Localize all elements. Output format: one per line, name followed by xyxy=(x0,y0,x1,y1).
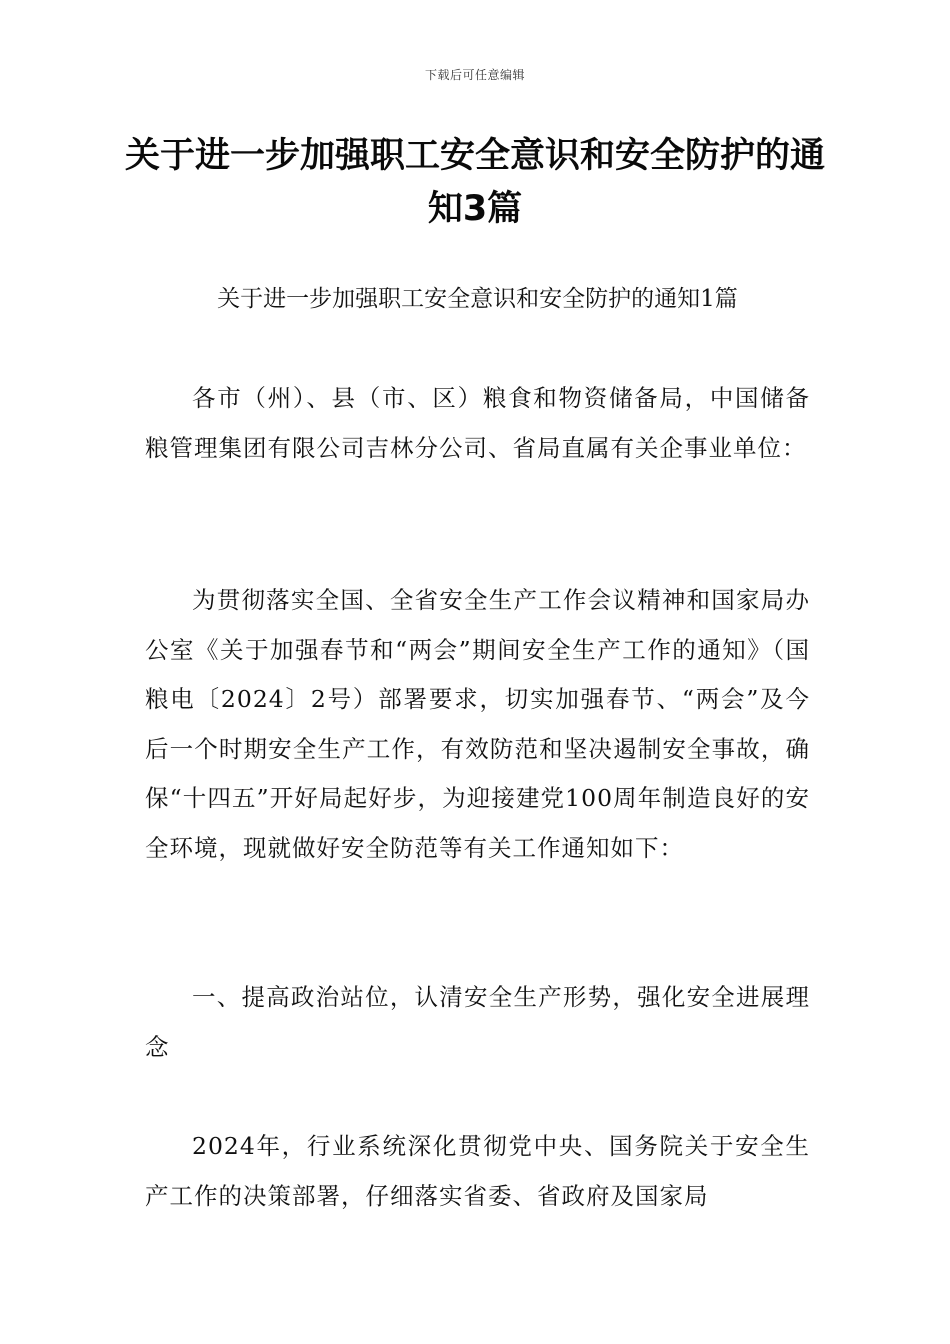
paragraph-purpose: 为贯彻落实全国、全省安全生产工作会议精神和国家局办公室《关于加强春节和“两会”期间安全生产工作的通知》（国粮电〔2024〕2号）部署要求，切实加强春节、“两会”及今后一个时期安全生产工作，有效防范和坚决遏制安全事故，确保“十四五”开好局起好步，为迎接建党100周年制造良好的安全环境，现就做好安全防范等有关工作通知如下： xyxy=(145,586,810,862)
header-note: 下载后可任意编辑 xyxy=(424,68,525,82)
section-heading-one: 一、提高政治站位，认清安全生产形势，强化安全进展理念 xyxy=(145,983,810,1061)
document-title: 关于进一步加强职工安全意识和安全防护的通知3篇 xyxy=(124,136,825,229)
paragraph-recipients: 各市（州）、县（市、区）粮食和物资储备局，中国储备粮管理集团有限公司吉林分公司、省局直属有关企事业单位： xyxy=(145,384,810,462)
document-subtitle: 关于进一步加强职工安全意识和安全防护的通知1篇 xyxy=(217,286,738,312)
paragraph-section-one-body: 2024年，行业系统深化贯彻党中央、国务院关于安全生产工作的决策部署，仔细落实省委、省政府及国家局 xyxy=(145,1132,810,1210)
